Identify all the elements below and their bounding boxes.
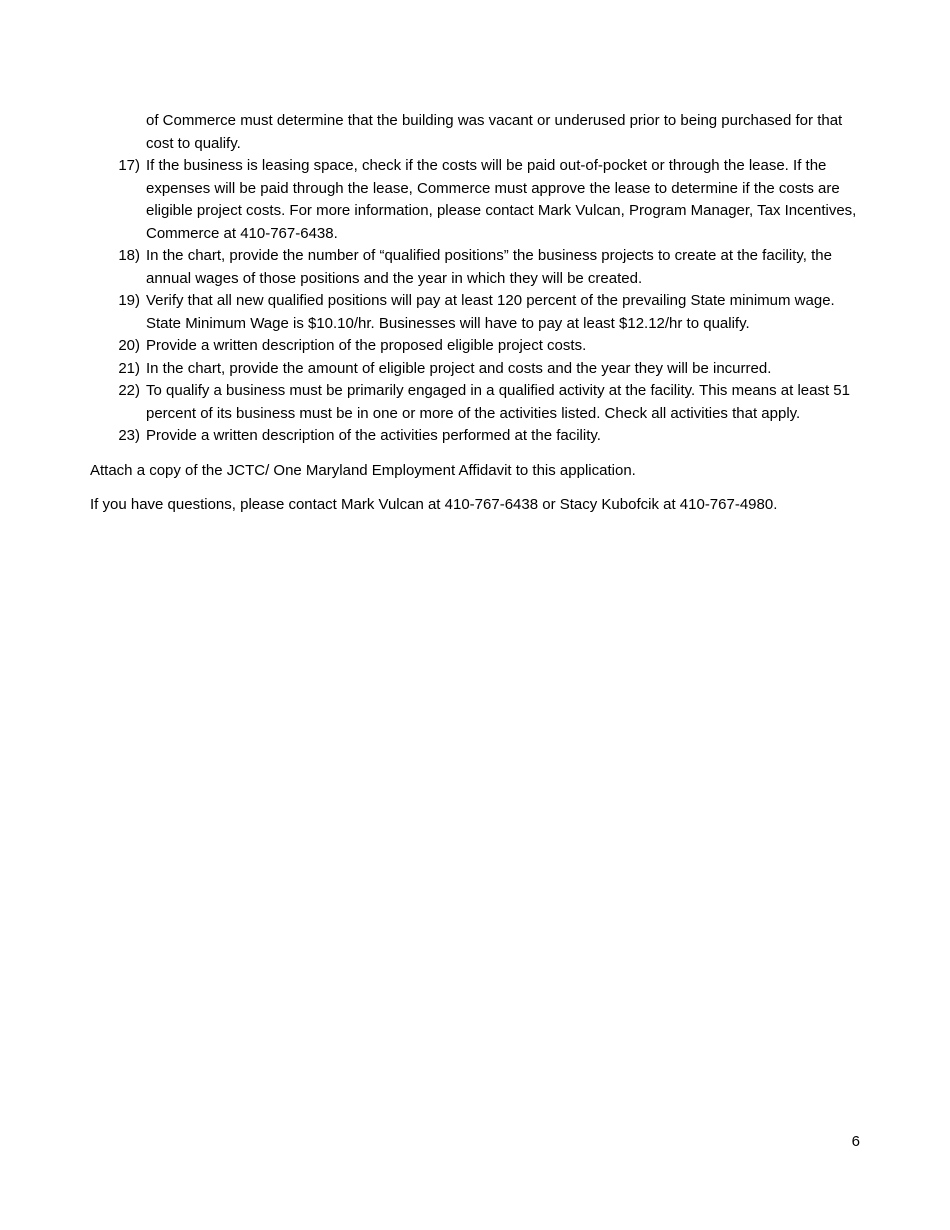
list-item-number: 23) xyxy=(118,427,140,444)
page-content xyxy=(90,110,865,517)
list-item-text: Provide a written description of the activities performed at the facility. xyxy=(146,427,601,444)
list-item xyxy=(90,380,865,425)
list-item-number: 18) xyxy=(118,247,140,264)
list-item xyxy=(90,155,865,245)
page-number: 6 xyxy=(851,1133,860,1150)
list-item-text: If the business is leasing space, check if the costs will be paid out-of-pocket or through the lease. If the expenses will be paid through the lease, Commerce must approve the lease to determine if the costs are eligible project costs. For more information, please contact Mark Vulcan, Program Manager, Tax Incentives, Commerce at 410-767-6438. xyxy=(146,157,857,242)
list-item xyxy=(90,425,865,448)
list-item-number: 21) xyxy=(118,359,140,377)
list-item xyxy=(90,358,865,381)
contact-paragraph: If you have questions, please contact Mark Vulcan at 410-767-6438 or Stacy Kubofcik at 410-767-4980. xyxy=(90,496,778,513)
list-item-number: 19) xyxy=(118,292,140,309)
list-item-number: 17) xyxy=(118,157,140,174)
affidavit-paragraph: Attach a copy of the JCTC/ One Maryland Employment Affidavit to this application. xyxy=(90,461,636,479)
list-item xyxy=(90,245,865,290)
instruction-list xyxy=(90,155,865,448)
list-item xyxy=(90,290,865,335)
continuation-paragraph: of Commerce must determine that the building was vacant or underused prior to being purchased for that cost to qualify. xyxy=(146,112,843,152)
list-item-text: Provide a written description of the proposed eligible project costs. xyxy=(146,337,587,354)
list-item-text: To qualify a business must be primarily engaged in a qualified activity at the facility. This means at least 51 percent of its business must be in one or more of the activities listed. Check all activities that apply. xyxy=(146,382,850,422)
list-item-text: Verify that all new qualified positions will pay at least 120 percent of the prevailing State minimum wage. State Minimum Wage is $10.10/hr. Businesses will have to pay at least $12.12/hr to qualify. xyxy=(146,292,835,332)
list-item-number: 20) xyxy=(118,337,140,354)
list-item xyxy=(90,335,865,358)
list-item-text: In the chart, provide the number of “qualified positions” the business projects to create at the facility, the annual wages of those positions and the year in which they will be created. xyxy=(146,247,832,287)
list-item-text: In the chart, provide the amount of eligible project and costs and the year they will be incurred. xyxy=(146,359,772,377)
list-item-number: 22) xyxy=(118,382,140,399)
